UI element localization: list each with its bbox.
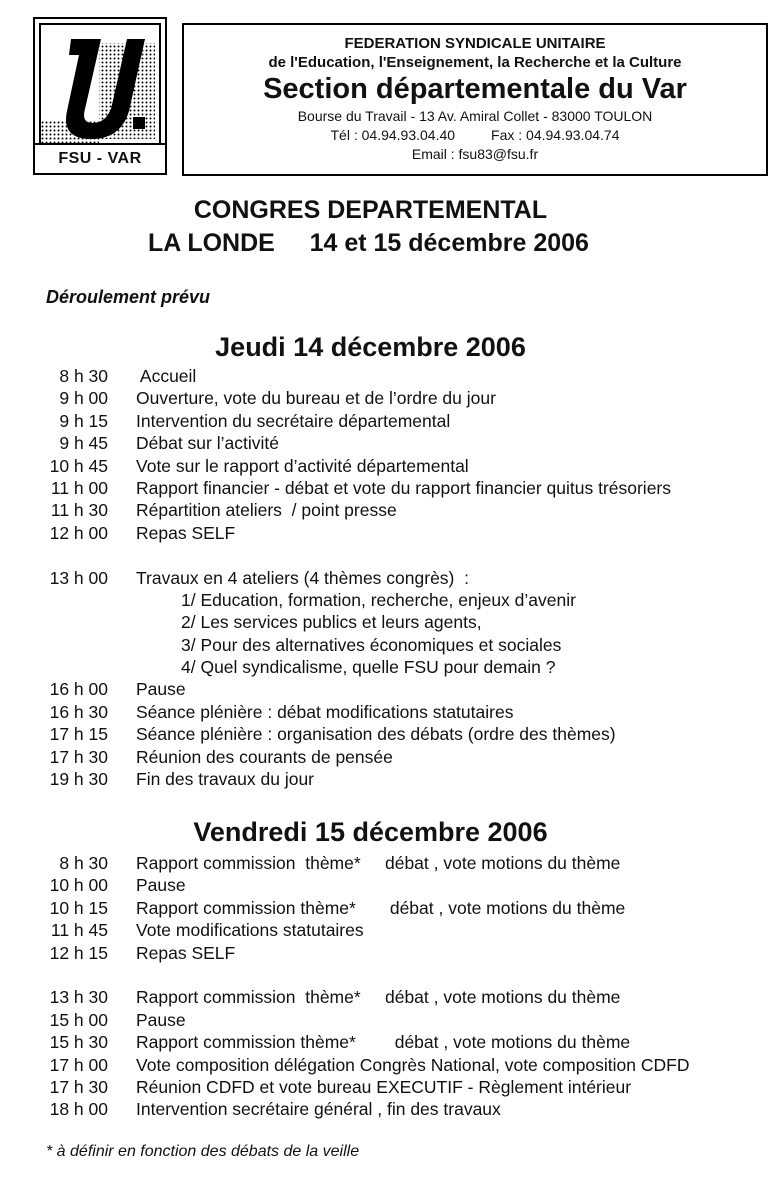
schedule-activity: Vote sur le rapport d’activité départemental (136, 455, 469, 476)
schedule-row (0, 1009, 771, 1031)
schedule-activity: Intervention du secrétaire départemental (136, 410, 451, 431)
schedule-time: 17 h 30 (49, 1076, 108, 1097)
schedule-row (0, 656, 771, 678)
schedule-row (0, 544, 771, 566)
schedule-time: 12 h 15 (49, 942, 108, 963)
schedule-activity: Intervention secrétaire général , fin des travaux (136, 1099, 501, 1120)
schedule-activity: Ouverture, vote du bureau et de l’ordre du jour (136, 388, 496, 409)
address: Bourse du Travail - 13 Av. Amiral Collet - 83000 TOULON (297, 108, 653, 124)
schedule-activity: Débat sur l’activité (136, 433, 279, 454)
schedule-activity: Rapport commission thème* débat , vote motions du thème (136, 987, 621, 1008)
day1-schedule (0, 365, 771, 790)
schedule-row (0, 634, 771, 656)
schedule-row (0, 365, 771, 387)
schedule-row (0, 410, 771, 432)
schedule-row (0, 589, 771, 611)
email: Email : fsu83@fsu.fr (411, 146, 539, 162)
schedule-row (0, 701, 771, 723)
schedule-row (0, 942, 771, 964)
schedule-row (0, 1098, 771, 1120)
schedule-time: 9 h 00 (59, 388, 108, 409)
schedule-activity: Repas SELF (136, 942, 236, 963)
schedule-row (0, 919, 771, 941)
day2-schedule (0, 852, 771, 1121)
schedule-time: 8 h 30 (59, 853, 108, 873)
schedule-row (0, 678, 771, 700)
congress-title: CONGRES DEPARTEMENTAL (193, 196, 548, 224)
schedule-activity: Fin des travaux du jour (136, 769, 315, 790)
schedule-row (0, 611, 771, 633)
day2-title: Vendredi 15 décembre 2006 (193, 817, 548, 847)
schedule-activity: Vote modifications statutaires (136, 920, 364, 941)
schedule-time: 16 h 30 (49, 701, 108, 722)
schedule-row (0, 768, 771, 790)
schedule-row (0, 432, 771, 454)
federation-name: FEDERATION SYNDICALE UNITAIRE (344, 35, 606, 52)
schedule-row (0, 499, 771, 521)
schedule-time: 10 h 45 (49, 455, 108, 476)
schedule-activity: 3/ Pour des alternatives économiques et sociales (181, 634, 562, 655)
schedule-row (0, 387, 771, 409)
federation-subtitle: de l'Education, l'Enseignement, la Recherche et la Culture (268, 54, 682, 71)
schedule-time: 12 h 00 (49, 522, 108, 543)
contact-phones (184, 126, 766, 145)
fsu-u-logo-icon (39, 23, 161, 145)
schedule-row (0, 455, 771, 477)
schedule-time: 17 h 30 (49, 746, 108, 767)
schedule-activity: 2/ Les services publics et leurs agents, (181, 612, 482, 633)
schedule-activity: 4/ Quel syndicalisme, quelle FSU pour demain ? (181, 657, 556, 678)
schedule-row (0, 1076, 771, 1098)
fax: Fax : 04.94.93.04.74 (491, 127, 620, 143)
fsu-logo (33, 17, 167, 175)
schedule-time: 11 h 00 (50, 477, 108, 498)
schedule-time: 18 h 00 (49, 1099, 108, 1120)
day1-title: Jeudi 14 décembre 2006 (215, 332, 526, 362)
schedule-activity: Réunion CDFD et vote bureau EXECUTIF - Règlement intérieur (136, 1076, 632, 1097)
schedule-row (0, 723, 771, 745)
schedule-row (0, 1031, 771, 1053)
schedule-activity: Répartition ateliers / point presse (136, 500, 397, 521)
schedule-activity: Rapport commission thème* débat , vote motions du thème (136, 897, 626, 918)
schedule-time: 13 h 00 (49, 567, 108, 588)
schedule-activity: Pause (136, 679, 186, 700)
schedule-time: 9 h 15 (59, 410, 108, 431)
schedule-row (0, 567, 771, 589)
schedule-time: 11 h 45 (50, 920, 108, 941)
schedule-activity: Rapport financier - débat et vote du rapport financier quitus trésoriers (136, 477, 672, 498)
schedule-row (0, 477, 771, 499)
schedule-row (0, 874, 771, 896)
schedule-row (0, 522, 771, 544)
schedule-time: 15 h 00 (49, 1009, 108, 1030)
schedule-time: 13 h 30 (49, 987, 108, 1008)
schedule-time: 17 h 00 (49, 1054, 108, 1075)
schedule-row (0, 852, 771, 874)
schedule-row (0, 986, 771, 1008)
schedule-time: 16 h 00 (49, 679, 108, 700)
logo-caption: FSU - VAR (35, 143, 165, 173)
schedule-activity: Rapport commission thème* débat , vote motions du thème (136, 1032, 631, 1053)
schedule-activity: Séance plénière : organisation des débats (ordre des thèmes) (136, 724, 616, 745)
schedule-time: 11 h 30 (50, 500, 108, 521)
schedule-activity: 1/ Education, formation, recherche, enjeux d’avenir (181, 589, 576, 610)
schedule-activity: Séance plénière : débat modifications statutaires (136, 701, 514, 722)
schedule-activity: Pause (136, 875, 186, 896)
schedule-row (0, 1054, 771, 1076)
schedule-activity: Pause (136, 1009, 186, 1030)
schedule-time: 17 h 15 (49, 724, 108, 745)
schedule-time: 9 h 45 (59, 433, 108, 454)
schedule-row (0, 746, 771, 768)
schedule-activity: Vote composition délégation Congrès National, vote composition CDFD (136, 1054, 690, 1075)
schedule-time: 10 h 15 (49, 897, 108, 918)
program-subtitle: Déroulement prévu (46, 287, 211, 307)
letterhead (182, 23, 768, 176)
schedule-row (0, 964, 771, 986)
schedule-activity: Rapport commission thème* débat , vote motions du thème (136, 853, 621, 873)
schedule-activity: Réunion des courants de pensée (136, 746, 393, 767)
congress-place-dates: LA LONDE 14 et 15 décembre 2006 (148, 229, 589, 257)
section-name: Section départementale du Var (263, 73, 687, 105)
schedule-activity: Accueil (136, 366, 197, 386)
schedule-time: 8 h 30 (59, 366, 108, 386)
phone: Tél : 04.94.93.04.40 (330, 127, 456, 143)
schedule-activity: Travaux en 4 ateliers (4 thèmes congrès) : (136, 567, 469, 588)
schedule-activity: Repas SELF (136, 522, 236, 543)
footnote: * à définir en fonction des débats de la veille (46, 1143, 360, 1160)
schedule-time: 15 h 30 (49, 1032, 108, 1053)
schedule-time: 10 h 00 (49, 875, 108, 896)
schedule-row (0, 897, 771, 919)
schedule-time: 19 h 30 (49, 769, 108, 790)
